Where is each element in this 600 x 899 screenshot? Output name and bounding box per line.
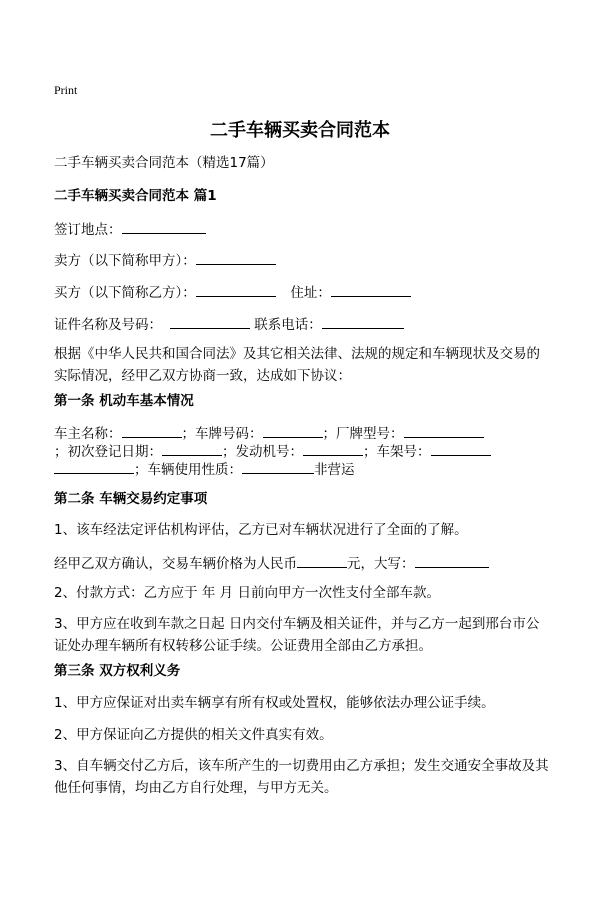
article2-heading: 第二条 车辆交易约定事项	[54, 491, 208, 507]
frame-label: ；车架号：	[363, 444, 431, 460]
frame-blank	[431, 441, 491, 456]
article1-row2	[54, 441, 491, 461]
article3-item2: 2、甲方保证向乙方提供的相关文件真实有效。	[54, 727, 333, 743]
price-line	[54, 553, 489, 573]
plate-blank	[263, 423, 323, 438]
seller-line	[54, 250, 276, 270]
article2-item1: 1、该车经法定评估机构评估，乙方已对车辆状况进行了全面的了解。	[54, 522, 468, 538]
buyer-blank	[196, 282, 276, 297]
id-blank	[170, 314, 250, 329]
address-blank	[331, 282, 411, 297]
phone-blank	[322, 314, 404, 329]
phone-label: 联系电话：	[254, 317, 322, 333]
article2-item3: 3、甲方应在收到车款之日起 日内交付车辆及相关证件，并与乙方一起到邢台市公证处办理车辆所有权转移公证手续。公证费用全部由乙方承担。	[54, 616, 540, 654]
frame-blank-cont	[54, 459, 134, 474]
price-label: 经甲乙双方确认，交易车辆价格为人民币	[54, 556, 297, 572]
price-blank	[297, 553, 347, 568]
model-label: ；厂牌型号：	[322, 426, 404, 442]
address-label: 住址：	[290, 285, 331, 301]
usage-label: ；车辆使用性质：	[134, 462, 242, 478]
owner-label: 车主名称：	[54, 426, 122, 442]
price-words-label: 元，大写：	[347, 556, 415, 572]
owner-blank	[122, 423, 182, 438]
seller-label: 卖方（以下简称甲方）：	[54, 253, 196, 269]
seller-blank	[196, 250, 276, 265]
first-reg-label: ；初次登记日期：	[54, 444, 162, 460]
article1-row1	[54, 423, 484, 443]
price-words-blank	[415, 553, 489, 568]
usage-blank	[242, 459, 314, 474]
engine-blank	[303, 441, 363, 456]
sign-place-label: 签订地点：	[54, 222, 122, 238]
model-blank	[404, 423, 484, 438]
article2-item2: 2、付款方式：乙方应于 年 月 日前向甲方一次性支付全部车款。	[54, 585, 440, 601]
buyer-line	[54, 282, 411, 302]
document-title: 二手车辆买卖合同范本	[210, 120, 390, 141]
first-reg-blank	[162, 441, 222, 456]
id-label: 证件名称及号码：	[54, 317, 162, 333]
article1-row3	[54, 459, 355, 479]
sign-place-blank	[122, 219, 206, 234]
article3-item3: 3、自车辆交付乙方后，该车所产生的一切费用由乙方承担；发生交通安全事故及其他任何事情，均由乙方自行处理，与甲方无关。	[54, 758, 549, 796]
non-operating-text: 非营运	[314, 462, 355, 478]
section-heading: 二手车辆买卖合同范本 篇1	[54, 188, 217, 204]
id-line	[54, 314, 404, 334]
document-subtitle: 二手车辆买卖合同范本（精选17篇）	[54, 155, 274, 171]
engine-label: ；发动机号：	[222, 444, 303, 460]
plate-label: ；车牌号码：	[181, 426, 263, 442]
buyer-label: 买方（以下简称乙方）：	[54, 285, 196, 301]
article3-heading: 第三条 双方权利义务	[54, 663, 181, 679]
sign-place-line	[54, 219, 206, 239]
intro-paragraph: 根据《中华人民共和国合同法》及其它相关法律、法规的规定和车辆现状及交易的实际情况，经甲乙双方协商一致，达成如下协议：	[54, 346, 540, 384]
article3-item1: 1、甲方应保证对出卖车辆享有所有权或处置权，能够依法办理公证手续。	[54, 695, 495, 711]
print-label: Print	[54, 83, 78, 97]
article1-heading: 第一条 机动车基本情况	[54, 393, 194, 409]
